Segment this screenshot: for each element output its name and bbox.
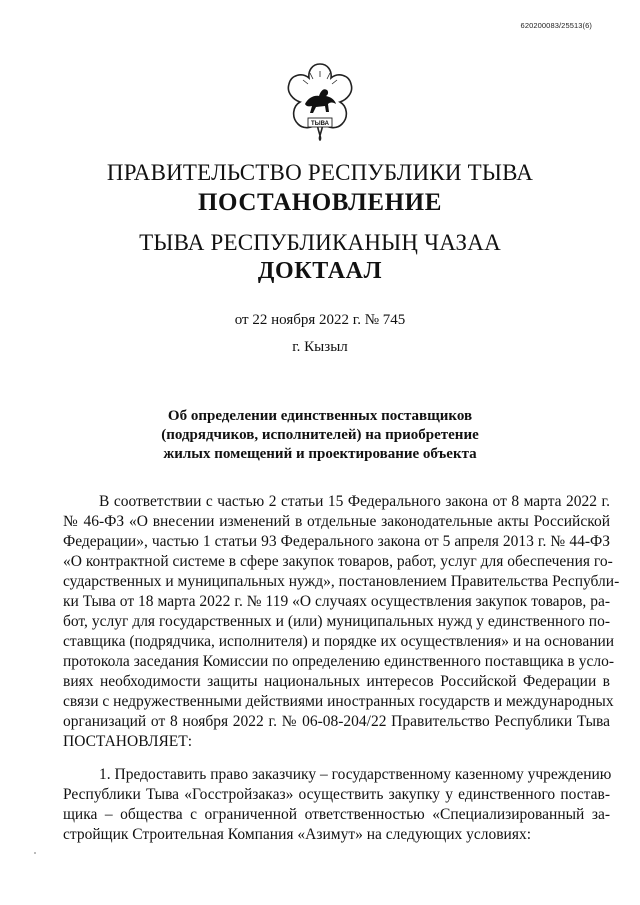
emblem-label: ТЫВА <box>311 121 329 127</box>
document-date: от 22 ноября 2022 г. № 745 <box>234 312 406 328</box>
text-line: сударственных и муниципальных нужд», постановлением Правительства Республи- <box>63 573 620 590</box>
paragraph-preamble <box>63 492 620 752</box>
text-line: виях необходимости защиты национальных интересов Российской Федерации в <box>63 673 610 690</box>
emblem-rider <box>305 89 336 113</box>
document-type-ru: ПОСТАНОВЛЕНИЕ <box>197 189 443 216</box>
title-line: Об определении единственных поставщиков <box>167 408 473 424</box>
text-line: стройщик Строительная Компания «Азимут» на следующих условиях: <box>63 826 532 843</box>
tuva-coat-of-arms-icon <box>283 60 357 146</box>
text-line: бот, услуг для государственных и (или) муниципальных нужд у единственного по- <box>63 613 610 630</box>
text-line: В соответствии с частью 2 статьи 15 Федерального закона от 8 марта 2022 г. <box>99 493 610 510</box>
text-line: протокола заседания Комиссии по определению единственного поставщика в усло- <box>63 653 615 670</box>
document-title <box>0 407 640 464</box>
document-type-tv: ДОКТААЛ <box>257 258 383 284</box>
text-line: № 46-ФЗ «О внесении изменений в отдельные законодательные акты Российской <box>63 513 610 530</box>
document-city: г. Кызыл <box>292 339 348 355</box>
text-line: Республики Тыва «Госстройзаказ» осуществить закупку у единственного постав- <box>63 786 610 803</box>
scan-dot <box>34 852 36 854</box>
title-line: жилых помещений и проектирование объекта <box>163 446 477 462</box>
text-line: щика – общества с ограниченной ответственностью «Специализированный за- <box>63 806 610 823</box>
government-name-ru: ПРАВИТЕЛЬСТВО РЕСПУБЛИКИ ТЫВА <box>106 160 534 185</box>
text-line: 1. Предоставить право заказчику – государственному казенному учреждению <box>99 766 612 783</box>
text-line: ставщика (подрядчика, исполнителя) и порядке их осуществления» и на основании <box>63 633 615 650</box>
document-code: 620200083/25513(6) <box>520 21 592 30</box>
text-line: организаций от 8 ноября 2022 г. № 06-08-204/22 Правительство Республики Тыва <box>63 713 610 730</box>
text-line: Федерации», частью 1 статьи 93 Федерального закона от 5 апреля 2013 г. № 44-ФЗ <box>63 533 610 550</box>
paragraph-item-1 <box>63 765 610 845</box>
title-line: (подрядчиков, исполнителей) на приобретение <box>161 427 479 443</box>
text-line: ПОСТАНОВЛЯЕТ: <box>63 733 193 750</box>
text-line: ки Тыва от 18 марта 2022 г. № 119 «О случаях осуществления закупок товаров, ра- <box>63 593 610 610</box>
government-name-tv: ТЫВА РЕСПУБЛИКАНЫҢ ЧАЗАА <box>139 230 501 255</box>
text-line: связи с недружественными действиями иностранных государств и международных <box>63 693 614 710</box>
text-line: «О контрактной системе в сфере закупок товаров, работ, услуг для обеспечения го- <box>63 553 613 570</box>
